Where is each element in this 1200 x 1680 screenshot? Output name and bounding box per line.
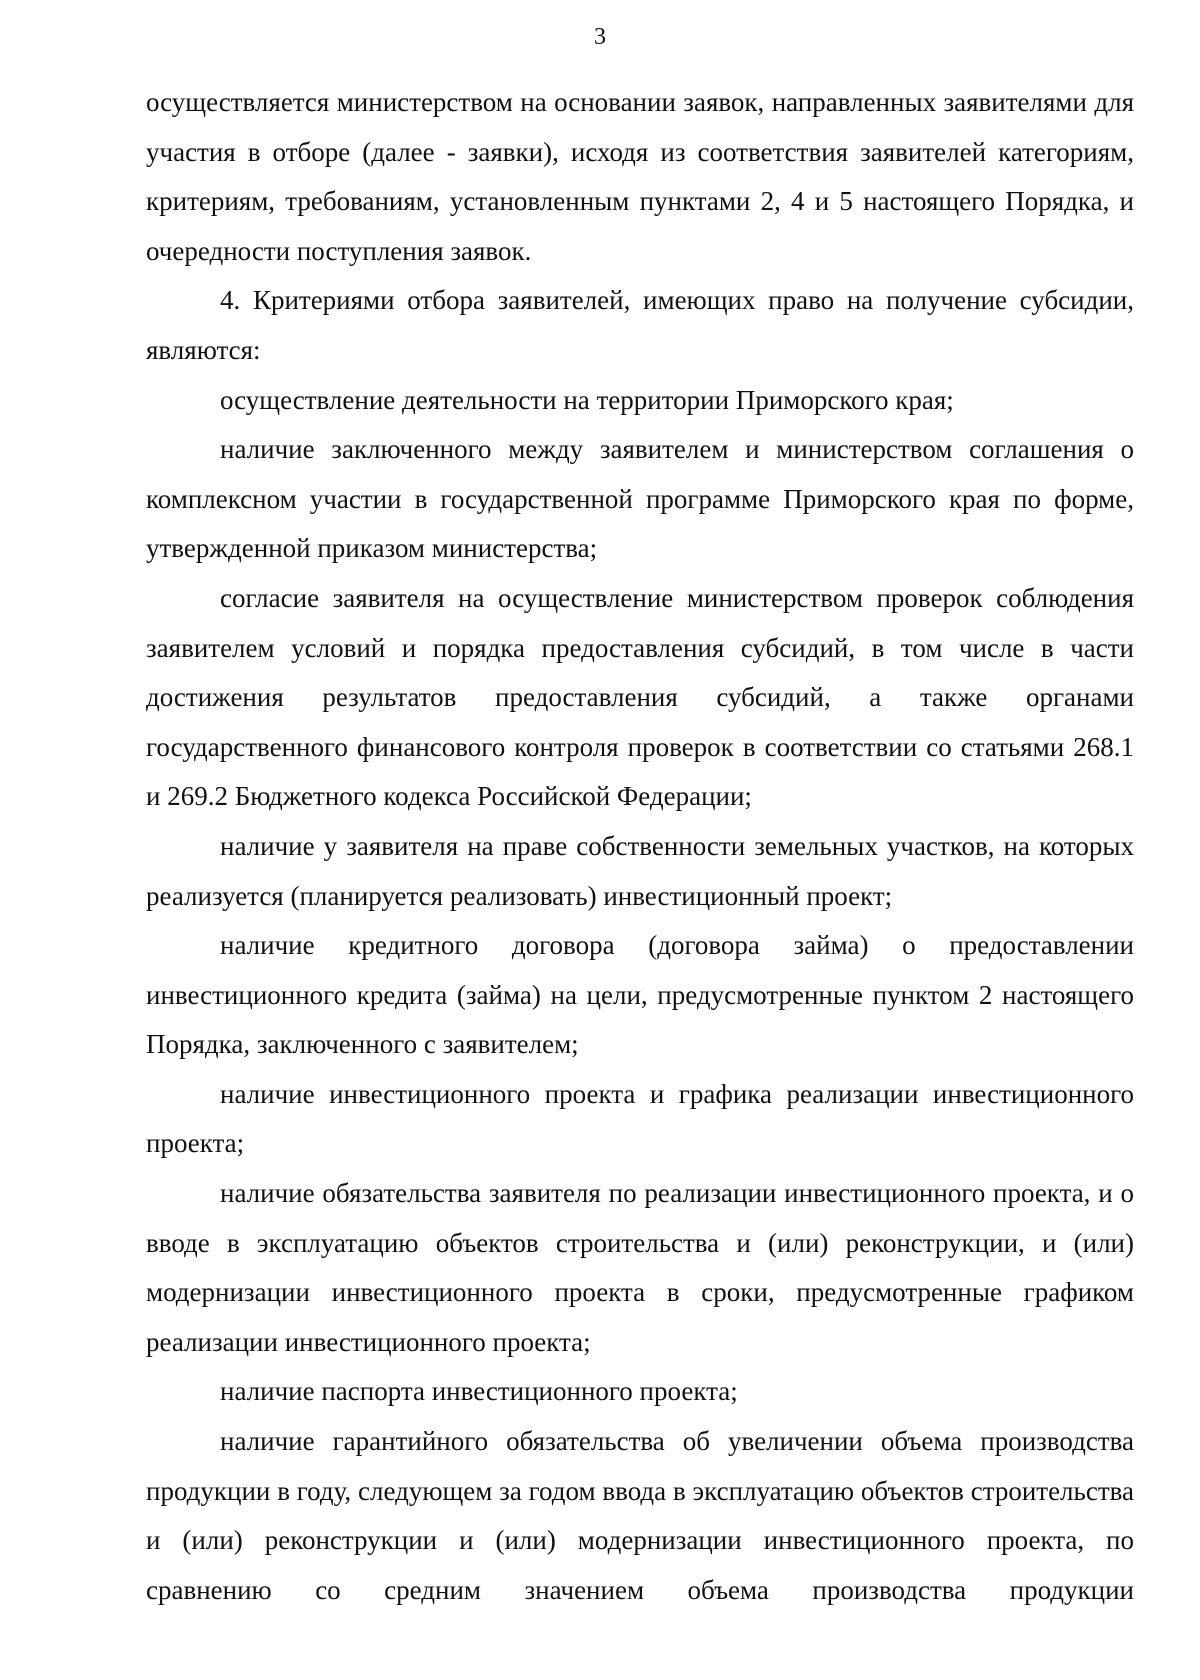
page-number: 3 bbox=[594, 24, 606, 50]
criterion-implementation-obligation: наличие обязательства заявителя по реализации инвестиционного проекта, и о вводе в эксплуатацию объектов строительства и (или) реконструкции, и (или) модернизации инвестиционного проекта в сроки, предусмотренные графиком реализации инвестиционного проекта; bbox=[146, 1178, 1134, 1357]
document-body bbox=[146, 78, 1134, 1615]
paragraph-continuation: осуществляется министерством на основании заявок, направленных заявителями для участия в отборе (далее - заявки), исходя из соответствия заявителей категориям, критериям, требованиям, установленным пунктами 2, 4 и 5 настоящего Порядка, и очередности поступления заявок. bbox=[146, 87, 1134, 266]
criterion-land-ownership: наличие у заявителя на праве собственности земельных участков, на которых реализуется (планируется реализовать) инвестиционный проект; bbox=[146, 830, 1134, 911]
criterion-agreement: наличие заключенного между заявителем и министерством соглашения о комплексном участии в государственной программе Приморского края по форме, утвержденной приказом министерства; bbox=[146, 434, 1134, 564]
paragraph-criteria-heading: 4. Критериями отбора заявителей, имеющих право на получение субсидии, являются: bbox=[146, 285, 1134, 365]
criterion-production-guarantee: наличие гарантийного обязательства об увеличении объема производства продукции в году, следующем за годом ввода в эксплуатацию объектов строительства и (или) реконструкции и (или) модернизации инвестиционного проекта, по сравнению со средним значением объема производства продукции bbox=[146, 1426, 1134, 1605]
criterion-territory: осуществление деятельности на территории Приморского края; bbox=[220, 384, 954, 415]
criterion-project-passport: наличие паспорта инвестиционного проекта; bbox=[220, 1376, 738, 1407]
criterion-consent-to-inspection: согласие заявителя на осуществление министерством проверок соблюдения заявителем условий и порядка предоставления субсидий, в том числе в части достижения результатов предоставления субсидий, а также органами государственного финансового контроля проверок в соответствии со статьями 268.1 и 269.2 Бюджетного кодекса Российской Федерации; bbox=[146, 582, 1134, 812]
criterion-investment-project-schedule: наличие инвестиционного проекта и графика реализации инвестиционного проекта; bbox=[146, 1078, 1134, 1159]
criterion-loan-agreement: наличие кредитного договора (договора займа) о предоставлении инвестиционного кредита (займа) на цели, предусмотренные пунктом 2 настоящего Порядка, заключенного с заявителем; bbox=[146, 930, 1134, 1060]
